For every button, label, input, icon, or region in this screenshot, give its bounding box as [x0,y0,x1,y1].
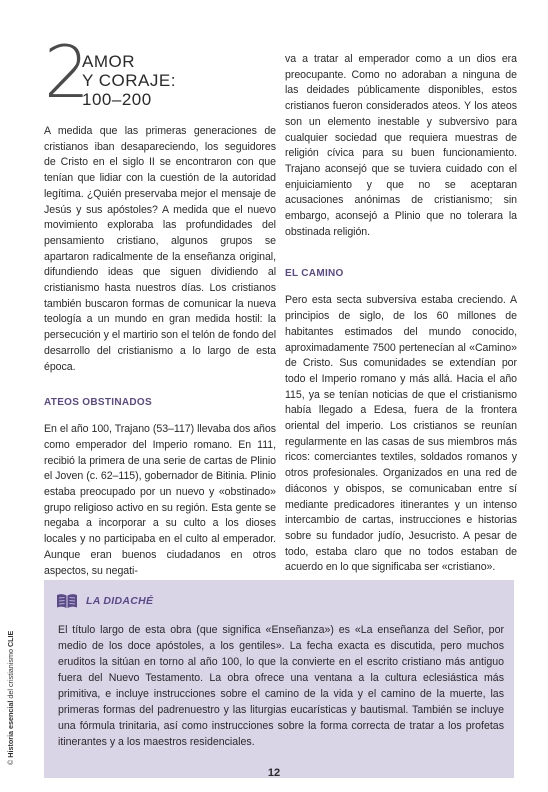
didache-header [56,592,153,610]
camino-paragraph: Pero esta secta subversiva estaba creciendo. A principios de siglo, de los 60 millones de habitantes estimados del mundo conocido, aproximadamente 7500 pertenecían al «Camino» de Cristo. Sus comunidades se extendían por todo el Imperio romano y más allá. Hacia el año 115, ya se tenían noticias de que el cristianismo había llegado a Edesa, fuera de la frontera oriental del imperio. Los cristianos se reunían regularmente en las casas de sus miembros más ricos: comerciantes textiles, soldados romanos y otros profesionales. Organizados en una red de diáconos y obispos, se comunicaban entre sí mediante predicadores itinerantes y un intenso intercambio de cartas, instrucciones e historias sobre su fundador judío, Jesucristo. A pesar de todo, estaba claro que no todos estaban de acuerdo en lo que significaba ser «cristiano». [285,294,517,574]
credit-title: Historia esencial [6,700,15,758]
credit-prefix: © [6,757,15,765]
left-column [44,30,276,579]
didache-box [44,580,514,778]
open-book-icon [56,593,78,609]
ateos-paragraph-part2: va a tratar al emperador como a un dios era preocupante. Como no adoraban a ninguna de las deidades públicamente disponibles, estos cristianos fueron considerados ateos. Y los ateos son un elemento inestable y subversivo para cualquier sociedad que requiera muestras de religión cívica para su buen funcionamiento. Trajano aconsejó que se tuviera cuidado con el enjuiciamiento y que no se aceptaran acusaciones anónimas de cristianismo; sin embargo, aconsejó a Plinio que no tolerara la obstinada religión. [285,53,517,238]
ateos-paragraph-part1: En el año 100, Trajano (53–117) llevaba dos años como emperador del Imperio romano. En 111, recibió la primera de una serie de cartas de Plinio el Joven (c. 62–115), gobernador de Bitinia. Plinio estaba preocupado por un nuevo y «obstinado» grupo religioso activo en su región. Esta gente se negaba a incorporar a su culto a los dioses locales y no participaba en el culto al emperador. Aunque eran buenos ciudadanos en otros aspectos, su negati- [44,423,276,577]
chapter-title-line-2: Y CORAJE: [82,71,176,90]
chapter-title-line-1: AMOR [82,52,135,71]
section-heading-camino: EL CAMINO [285,268,344,280]
chapter-header [44,30,276,116]
page-number: 12 [267,767,281,779]
right-column [285,52,517,576]
chapter-number: 2 [44,30,90,114]
credit-brand: CLIE [6,630,15,648]
book-credit [6,631,15,765]
didache-paragraph: El título largo de esta obra (que significa «Enseñanza») es «La enseñanza del Señor, por medio de los doce apóstoles, a los gentiles». La fecha exacta es discutida, pero muchos eruditos la sitúan en torno al año 100, lo que la convierte en el escrito cristiano más antiguo fuera del Nuevo Testamento. La obra ofrece una ventana a la cultura eclesiástica más primitiva, e incluye instrucciones sobre el camino de la vida y el camino de la muerte, las primeras formas del padrenuestro y las liturgias eucarísticas y bautismal. También se incluye una fórmula trinitaria, así como instrucciones sobre la forma correcta de tratar a los profetas itinerantes y a los maestros residenciales. [58,624,504,748]
section-heading-ateos: ATEOS OBSTINADOS [44,397,152,409]
chapter-title-line-3: 100–200 [82,90,152,109]
intro-paragraph: A medida que las primeras generaciones de cristianos iban desapareciendo, los seguidores de Cristo en el siglo II se encontraron con que tenían que lidiar con la cuestión de la autoridad legítima. ¿Quién preservaba mejor el mensaje de Jesús y sus apóstoles? A medida que el nuevo movimiento exploraba las profundidades del pensamiento cristiano, algunos grupos se apartaron radicalmente de la enseñanza original, difundiendo ideas que siguen dividiendo al cristianismo hasta nuestros días. Los cristianos también buscaron formas de comunicar la nueva teología a un mundo en gran medida hostil: la persecución y el martirio son el telón de fondo del desarrollo del cristianismo a lo largo de esta época. [44,125,276,373]
credit-middle: del cristianismo [6,647,15,701]
chapter-title [82,52,176,109]
didache-title: LA DIDACHÉ [86,595,154,607]
